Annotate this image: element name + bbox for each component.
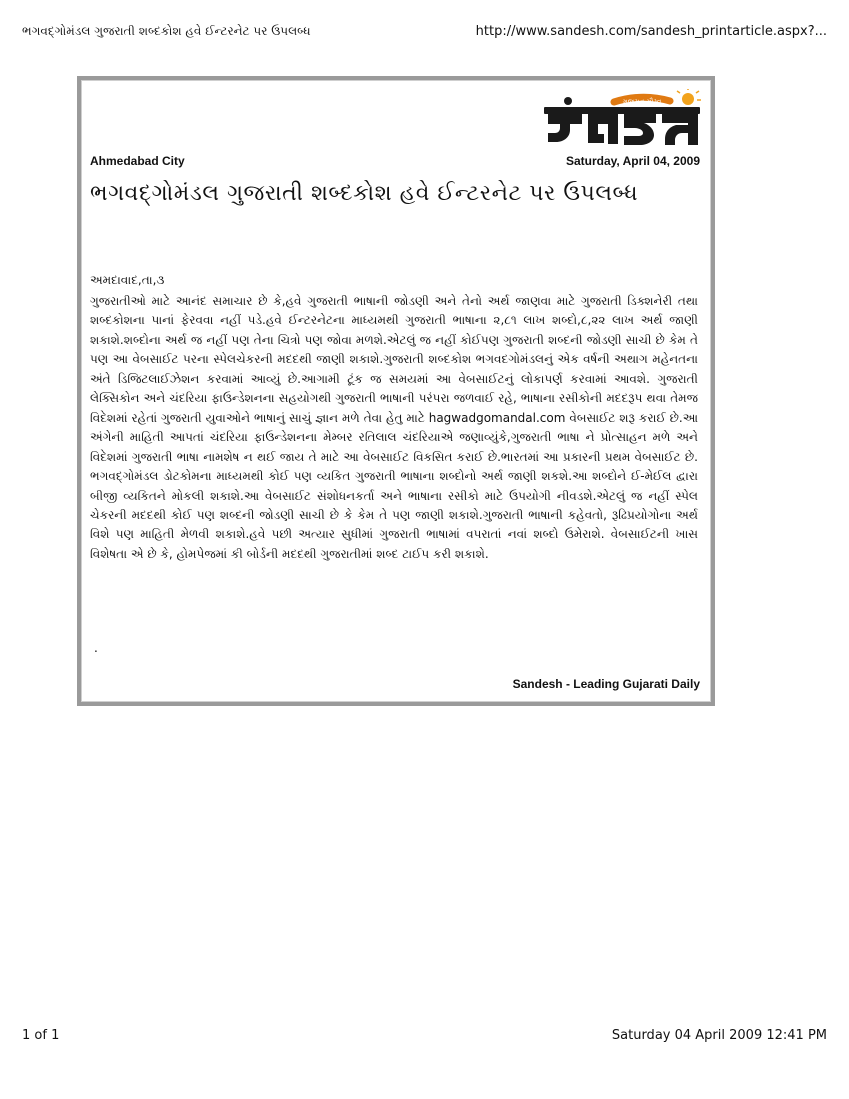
article-meta: [90, 154, 700, 170]
article-frame: [77, 76, 715, 706]
article-date: Saturday, April 04, 2009: [565, 154, 700, 168]
sandesh-logo: [542, 89, 702, 147]
logo-tagline: ગુજરાત ગૌરવ: [622, 98, 662, 106]
article-headline: ભગવદ્ગોમંડલ ગુજરાતી શબ્દકોશ હવે ઈન્ટરનેટ પર ઉપલબ્ધ: [90, 181, 639, 206]
article-city: Ahmedabad City: [90, 154, 185, 168]
article-body-text: ગુજરાતીઓ માટે આનંદ સમાચાર છે કે,હવે ગુજરાતી ભાષાની જોડણી અને તેનો અર્થ જાણવા માટે ગુજરાતી ડિક્શનેરી તથા શબ્દકોશના પાનાં ફેરવવા નહીં પડે.હવે ઈન્ટરનેટના માધ્યમથી ગુજરાતી ભાષાના ૨,૮૧ લાખ શબ્દો,૮,૨૨ લાખ અર્થ જાણી શકાશે.શબ્દોના અર્થ જ નહીં પણ તેના ચિત્રો પણ જોવા મળશે.એટલું જ નહીં કોઈપણ ગુજરાતી શબ્દની જોડણી સાચી છે કેમ તે પણ આ વેબસાઈટ પરના સ્પેલચેકરની મદદથી જાણી શકાશે.ગુજરાતી શબ્દકોશ ભગવદગોમંડલનું એક વર્ષની અથાગ મહેનતના અંતે ડિજિટલાઈઝેશન કરવામાં આવ્યું છે.આગામી ટૂંક જ સમયમાં આ વેબસાઈટનું લોકાપર્ણ કરવામાં આવશે. ગુજરાતી લેક્સિકોન અને ચંદરિયા ફાઉન્ડેશનના સહયોગથી ગુજરાતી ભાષાની પરંપરા જળવાઈ રહે, ભાષાના રસીકોની મદદરૂપ થવા તેમજ વિદેશમાં રહેતાં ગુજરાતી યુવાઓને ભાષાનું સાચું જ્ઞાન મળે તેવા હેતુ માટે hagwadgomandal.com વેબસાઈટ શરૂ કરાઈ છે.આ અંગેની માહિતી આપતાં ચંદરિયા ફાઉન્ડેશનના મેમ્બર રતિલાલ ચંદરિયાએ જણાવ્યુંકે,ગુજરાતી ભાષા ને પ્રોત્સાહન મળે અને વિદેશમાં ગુજરાતી ભાષા નામશેષ ન થઈ જાય તે માટે આ વેબસાઈટ વિકસિત કરાઈ છે.ભારતમાં આ પ્રકારની પ્રથમ વેબસાઈટ છે. ભગવદ્ગોમંડલ ડોટકોમના માધ્યમથી કોઈ પણ વ્યકિત ગુજરાતી ભાષાના શબ્દોનો અર્થ જાણી શકશે.આ શબ્દોને ઈ-મેઈલ દ્વારા બીજી વ્યકિતને મોકલી શકાશે.આ વેબસાઈટ સંશોધનકર્તા અને ભાષાના રસીકો માટે ઉપયોગી નીવડશે.એટલું જ નહીં સ્પેલ ચેકરની મદદથી કોઈ પણ શબ્દની જોડણી સાચી છે કે કેમ તે પણ જાણી શકાશે.ગુજરાતી ભાષાની કહેવતો, રૂઢિપ્રયોગોના અર્થ વિશે પણ માહિતી મેળવી શકાશે.હવે પછી અત્યાર સુધીમાં ગુજરાતી ભાષામાં વપરાતાં નવાં શબ્દો ઉમેરાશે. વેબસાઈટની ખાસ વિશેષતા એ છે કે, હોમપેજમાં કી બોર્ડની મદદથી ગુજરાતીમાં શબ્દ ટાઈપ કરી શકાશે.: [90, 294, 698, 561]
print-header: [22, 24, 827, 44]
trailing-mark: .: [94, 641, 98, 655]
print-page-title: ભગવદ્ગોમંડલ ગુજરાતી શબ્દકોશ હવે ઈન્ટરનેટ પર ઉપલબ્ધ: [22, 24, 311, 38]
page-count: 1 of 1: [22, 1028, 60, 1043]
article-body-box: [81, 80, 711, 702]
print-timestamp: Saturday 04 April 2009 12:41 PM: [611, 1028, 827, 1043]
print-page-url[interactable]: http://www.sandesh.com/sandesh_printarticle.aspx?...: [475, 24, 827, 39]
brand-footer: Sandesh - Leading Gujarati Daily: [512, 677, 700, 691]
article-dateline: અમદાવાદ,તા,૩: [90, 273, 165, 287]
print-footer: [22, 1028, 827, 1048]
